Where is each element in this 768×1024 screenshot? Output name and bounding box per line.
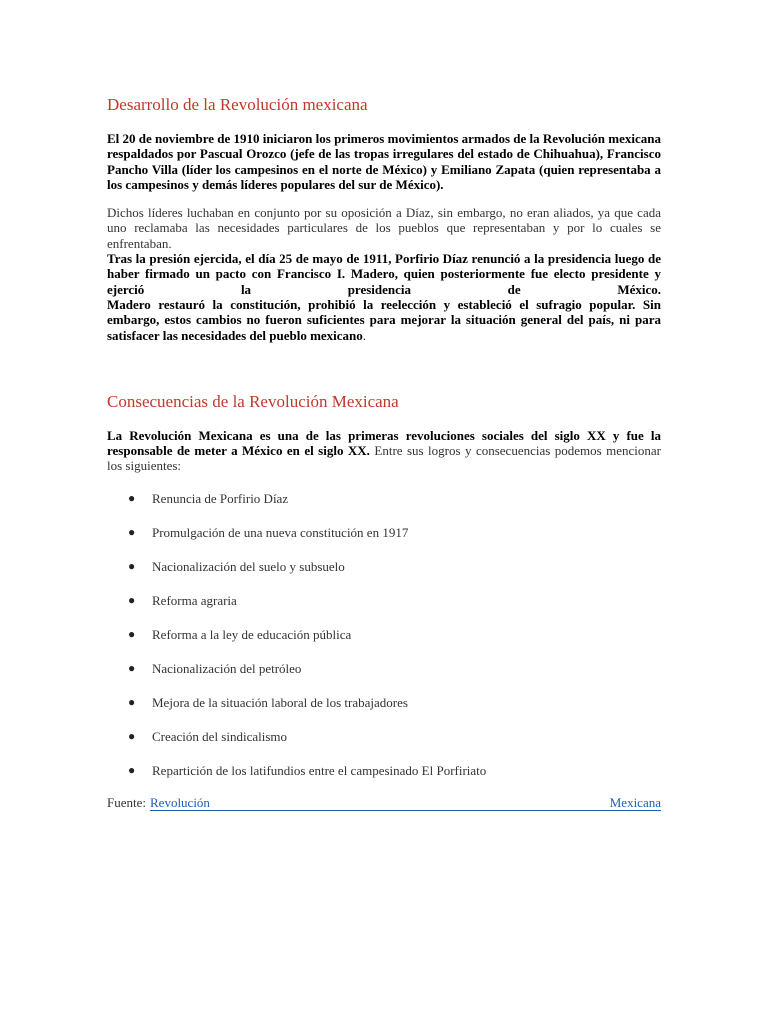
bullet-icon: ● xyxy=(128,490,136,505)
section-heading-consecuencias: Consecuencias de la Revolución Mexicana xyxy=(107,391,399,411)
list-item xyxy=(107,627,661,661)
paragraph-renuncia-diaz: Tras la presión ejercida, el día 25 de mayo de 1911, Porfirio Díaz renunció a la presidencia luego de haber firmado un pacto con Francisco I. Madero, quien posteriormente fue electo presidente y ejerció la presidencia de México. xyxy=(107,251,661,297)
document-content xyxy=(107,92,661,811)
source-label: Fuente: xyxy=(107,794,146,810)
bullet-icon: ● xyxy=(128,762,136,777)
bullet-icon: ● xyxy=(128,694,136,709)
paragraph-madero xyxy=(107,297,661,343)
list-item-text: Repartición de los latifundios entre el campesinado El Porfiriato xyxy=(152,762,487,778)
bullet-icon: ● xyxy=(128,728,136,743)
list-item-text: Nacionalización del suelo y subsuelo xyxy=(152,558,345,574)
list-item xyxy=(107,695,661,729)
bullet-icon: ● xyxy=(128,524,136,539)
bullet-icon: ● xyxy=(128,626,136,641)
list-item-text: Mejora de la situación laboral de los trabajadores xyxy=(152,694,408,710)
intro-bold-text: La Revolución Mexicana es una de las primeras revoluciones sociales del siglo XX y fue la responsable de meter a México en el siglo XX. xyxy=(107,427,661,459)
source-link-word-1[interactable]: Revolución xyxy=(150,794,210,810)
bullet-icon: ● xyxy=(128,558,136,573)
list-item-text: Promulgación de una nueva constitución en 1917 xyxy=(152,524,409,540)
paragraph-madero-period: . xyxy=(362,327,367,343)
list-item xyxy=(107,593,661,627)
paragraph-lideres: Dichos líderes luchaban en conjunto por su oposición a Díaz, sin embargo, no eran aliados, ya que cada uno reclamaba las necesidades particulares de los pueblos que representaban y por lo cuales se enfrentaban. xyxy=(107,205,661,251)
source-link[interactable] xyxy=(150,796,661,811)
paragraph-consecuencias-intro xyxy=(107,428,661,474)
consequences-list xyxy=(107,491,661,797)
list-item xyxy=(107,763,661,797)
list-item-text: Renuncia de Porfirio Díaz xyxy=(152,490,289,506)
intro-regular-text: Entre sus logros y consecuencias podemos mencionar los siguientes: xyxy=(107,443,661,474)
list-item-text: Reforma agraria xyxy=(152,592,237,608)
paragraph-inicio-revolucion: El 20 de noviembre de 1910 iniciaron los primeros movimientos armados de la Revolución mexicana respaldados por Pascual Orozco (jefe de las tropas irregulares del estado de Chihuahua), Francisco Pancho Villa (líder los campesinos en el norte de México) y Emiliano Zapata (quien representaba a los campesinos y demás líderes populares del sur de México). xyxy=(107,131,661,192)
list-item xyxy=(107,661,661,695)
source-link-word-2[interactable]: Mexicana xyxy=(609,794,661,810)
bullet-icon: ● xyxy=(128,660,136,675)
paragraph-madero-text: Madero restauró la constitución, prohibió la reelección y estableció el sufragio popular. Sin embargo, estos cambios no fueron suficientes para mejorar la situación general del país, ni para satisfacer las necesidades del pueblo mexicano xyxy=(107,296,661,343)
section-heading-desarrollo: Desarrollo de la Revolución mexicana xyxy=(107,95,368,114)
list-item-text: Reforma a la ley de educación pública xyxy=(152,626,352,642)
list-item xyxy=(107,559,661,593)
list-item xyxy=(107,491,661,525)
list-item-text: Creación del sindicalismo xyxy=(152,728,288,744)
list-item-text: Nacionalización del petróleo xyxy=(152,660,302,676)
bullet-icon: ● xyxy=(128,592,136,607)
source-line xyxy=(107,795,661,811)
list-item xyxy=(107,729,661,763)
list-item xyxy=(107,525,661,559)
